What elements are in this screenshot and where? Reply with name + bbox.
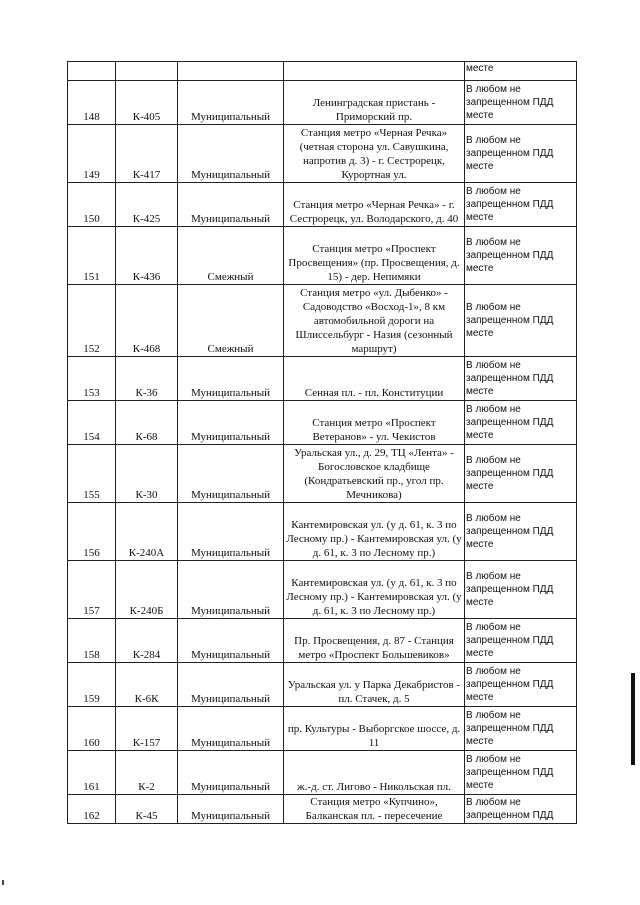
cell-stop-place: В любом не запрещенном ПДД bbox=[465, 795, 577, 824]
cell-stop-place: В любом не запрещенном ПДД месте bbox=[465, 357, 577, 401]
table-row bbox=[68, 751, 577, 795]
cell-number bbox=[68, 62, 116, 81]
cell-number: 161 bbox=[68, 751, 116, 795]
cell-stop-place: В любом не запрещенном ПДД месте bbox=[465, 81, 577, 125]
cell-route-path: Ленинградская пристань - Приморский пр. bbox=[284, 81, 465, 125]
cell-route-type bbox=[178, 62, 284, 81]
cell-stop-place: В любом не запрещенном ПДД месте bbox=[465, 503, 577, 561]
cell-route-path: ж.-д. ст. Лигово - Никольская пл. bbox=[284, 751, 465, 795]
cell-route-path: Станция метро «ул. Дыбенко» - Садоводство «Восход-1», 8 км автомобильной дороги на Шлиссельбург - Назия (сезонный маршрут) bbox=[284, 285, 465, 357]
cell-route-path: Станция метро «Черная Речка» - г. Сестрорецк, ул. Володарского, д. 40 bbox=[284, 183, 465, 227]
table-row bbox=[68, 227, 577, 285]
cell-stop-place: В любом не запрещенном ПДД месте bbox=[465, 561, 577, 619]
cell-stop-place: В любом не запрещенном ПДД месте bbox=[465, 227, 577, 285]
cell-number: 150 bbox=[68, 183, 116, 227]
table-row bbox=[68, 125, 577, 183]
cell-route-code: К-45 bbox=[116, 795, 178, 824]
cell-route-code: К-468 bbox=[116, 285, 178, 357]
cell-route-path: Уральская ул. у Парка Декабристов - пл. Стачек, д. 5 bbox=[284, 663, 465, 707]
table-row bbox=[68, 619, 577, 663]
table-row-fragment bbox=[68, 62, 577, 81]
cell-route-type: Смежный bbox=[178, 227, 284, 285]
cell-route-path: Станция метро «Черная Речка» (четная сторона ул. Савушкина, напротив д. 3) - г. Сестрорецк, Курортная ул. bbox=[284, 125, 465, 183]
cell-number: 157 bbox=[68, 561, 116, 619]
cell-stop-place: В любом не запрещенном ПДД месте bbox=[465, 401, 577, 445]
cell-route-code: К-417 bbox=[116, 125, 178, 183]
cell-route-code: К-36 bbox=[116, 357, 178, 401]
margin-mark bbox=[631, 673, 635, 765]
cell-stop-place: В любом не запрещенном ПДД месте bbox=[465, 125, 577, 183]
cell-route-type: Муниципальный bbox=[178, 619, 284, 663]
cell-route-code: К-284 bbox=[116, 619, 178, 663]
cell-route-code: К-240А bbox=[116, 503, 178, 561]
cell-route-type: Муниципальный bbox=[178, 445, 284, 503]
cell-route-type: Муниципальный bbox=[178, 561, 284, 619]
table-row bbox=[68, 183, 577, 227]
table-row bbox=[68, 561, 577, 619]
cell-number: 148 bbox=[68, 81, 116, 125]
cell-number: 154 bbox=[68, 401, 116, 445]
cell-route-code: К-157 bbox=[116, 707, 178, 751]
cell-number: 155 bbox=[68, 445, 116, 503]
cell-route-type: Муниципальный bbox=[178, 357, 284, 401]
cell-stop-place: В любом не запрещенном ПДД месте bbox=[465, 619, 577, 663]
routes-table bbox=[67, 61, 577, 824]
cell-number: 160 bbox=[68, 707, 116, 751]
table-row bbox=[68, 663, 577, 707]
cell-stop-place: В любом не запрещенном ПДД месте bbox=[465, 183, 577, 227]
table-row bbox=[68, 285, 577, 357]
cell-route-code: К-425 bbox=[116, 183, 178, 227]
cell-route-code bbox=[116, 62, 178, 81]
cell-number: 149 bbox=[68, 125, 116, 183]
cell-route-path: Сенная пл. - пл. Конституции bbox=[284, 357, 465, 401]
table-row bbox=[68, 707, 577, 751]
cell-number: 156 bbox=[68, 503, 116, 561]
cell-route-code: К-240Б bbox=[116, 561, 178, 619]
table-row bbox=[68, 81, 577, 125]
cell-route-type: Муниципальный bbox=[178, 751, 284, 795]
cell-route-path: Кантемировская ул. (у д. 61, к. 3 по Лесному пр.) - Кантемировская ул. (у д. 61, к. 3 по Лесному пр.) bbox=[284, 561, 465, 619]
cell-route-type: Муниципальный bbox=[178, 81, 284, 125]
cell-route-type: Муниципальный bbox=[178, 795, 284, 824]
cell-route-path: Станция метро «Проспект Просвещения» (пр. Просвещения, д. 15) - дер. Непимяки bbox=[284, 227, 465, 285]
cell-stop-place: В любом не запрещенном ПДД месте bbox=[465, 751, 577, 795]
margin-dot bbox=[2, 880, 4, 885]
table-row bbox=[68, 357, 577, 401]
cell-number: 162 bbox=[68, 795, 116, 824]
cell-stop-place: В любом не запрещенном ПДД месте bbox=[465, 445, 577, 503]
cell-route-code: К-436 bbox=[116, 227, 178, 285]
cell-route-type: Муниципальный bbox=[178, 707, 284, 751]
cell-number: 153 bbox=[68, 357, 116, 401]
table-row bbox=[68, 795, 577, 824]
cell-number: 159 bbox=[68, 663, 116, 707]
cell-route-code: К-2 bbox=[116, 751, 178, 795]
cell-route-type: Муниципальный bbox=[178, 401, 284, 445]
cell-stop-place: В любом не запрещенном ПДД месте bbox=[465, 663, 577, 707]
cell-route-path: Кантемировская ул. (у д. 61, к. 3 по Лесному пр.) - Кантемировская ул. (у д. 61, к. 3 по Лесному пр.) bbox=[284, 503, 465, 561]
cell-route-type: Муниципальный bbox=[178, 503, 284, 561]
cell-route-code: К-30 bbox=[116, 445, 178, 503]
cell-route-path: Станция метро «Проспект Ветеранов» - ул. Чекистов bbox=[284, 401, 465, 445]
cell-route-code: К-6К bbox=[116, 663, 178, 707]
cell-stop-place: В любом не запрещенном ПДД месте bbox=[465, 285, 577, 357]
table-row bbox=[68, 503, 577, 561]
cell-route-type: Муниципальный bbox=[178, 183, 284, 227]
cell-route-path: Станция метро «Купчино», Балканская пл. - пересечение bbox=[284, 795, 465, 824]
routes-table-body bbox=[68, 62, 577, 824]
cell-route-path: Уральская ул., д. 29, ТЦ «Лента» - Богословское кладбище (Кондратьевский пр., угол пр. Мечникова) bbox=[284, 445, 465, 503]
cell-route-type: Муниципальный bbox=[178, 125, 284, 183]
cell-number: 151 bbox=[68, 227, 116, 285]
cell-route-path: Пр. Просвещения, д. 87 - Станция метро «Проспект Большевиков» bbox=[284, 619, 465, 663]
cell-stop-place: В любом не запрещенном ПДД месте bbox=[465, 707, 577, 751]
cell-number: 158 bbox=[68, 619, 116, 663]
cell-number: 152 bbox=[68, 285, 116, 357]
cell-stop-place: месте bbox=[465, 62, 577, 81]
cell-route-path bbox=[284, 62, 465, 81]
cell-route-path: пр. Культуры - Выборгское шоссе, д. 11 bbox=[284, 707, 465, 751]
cell-route-type: Муниципальный bbox=[178, 663, 284, 707]
table-row bbox=[68, 445, 577, 503]
cell-route-type: Смежный bbox=[178, 285, 284, 357]
cell-route-code: К-405 bbox=[116, 81, 178, 125]
cell-route-code: К-68 bbox=[116, 401, 178, 445]
table-row bbox=[68, 401, 577, 445]
